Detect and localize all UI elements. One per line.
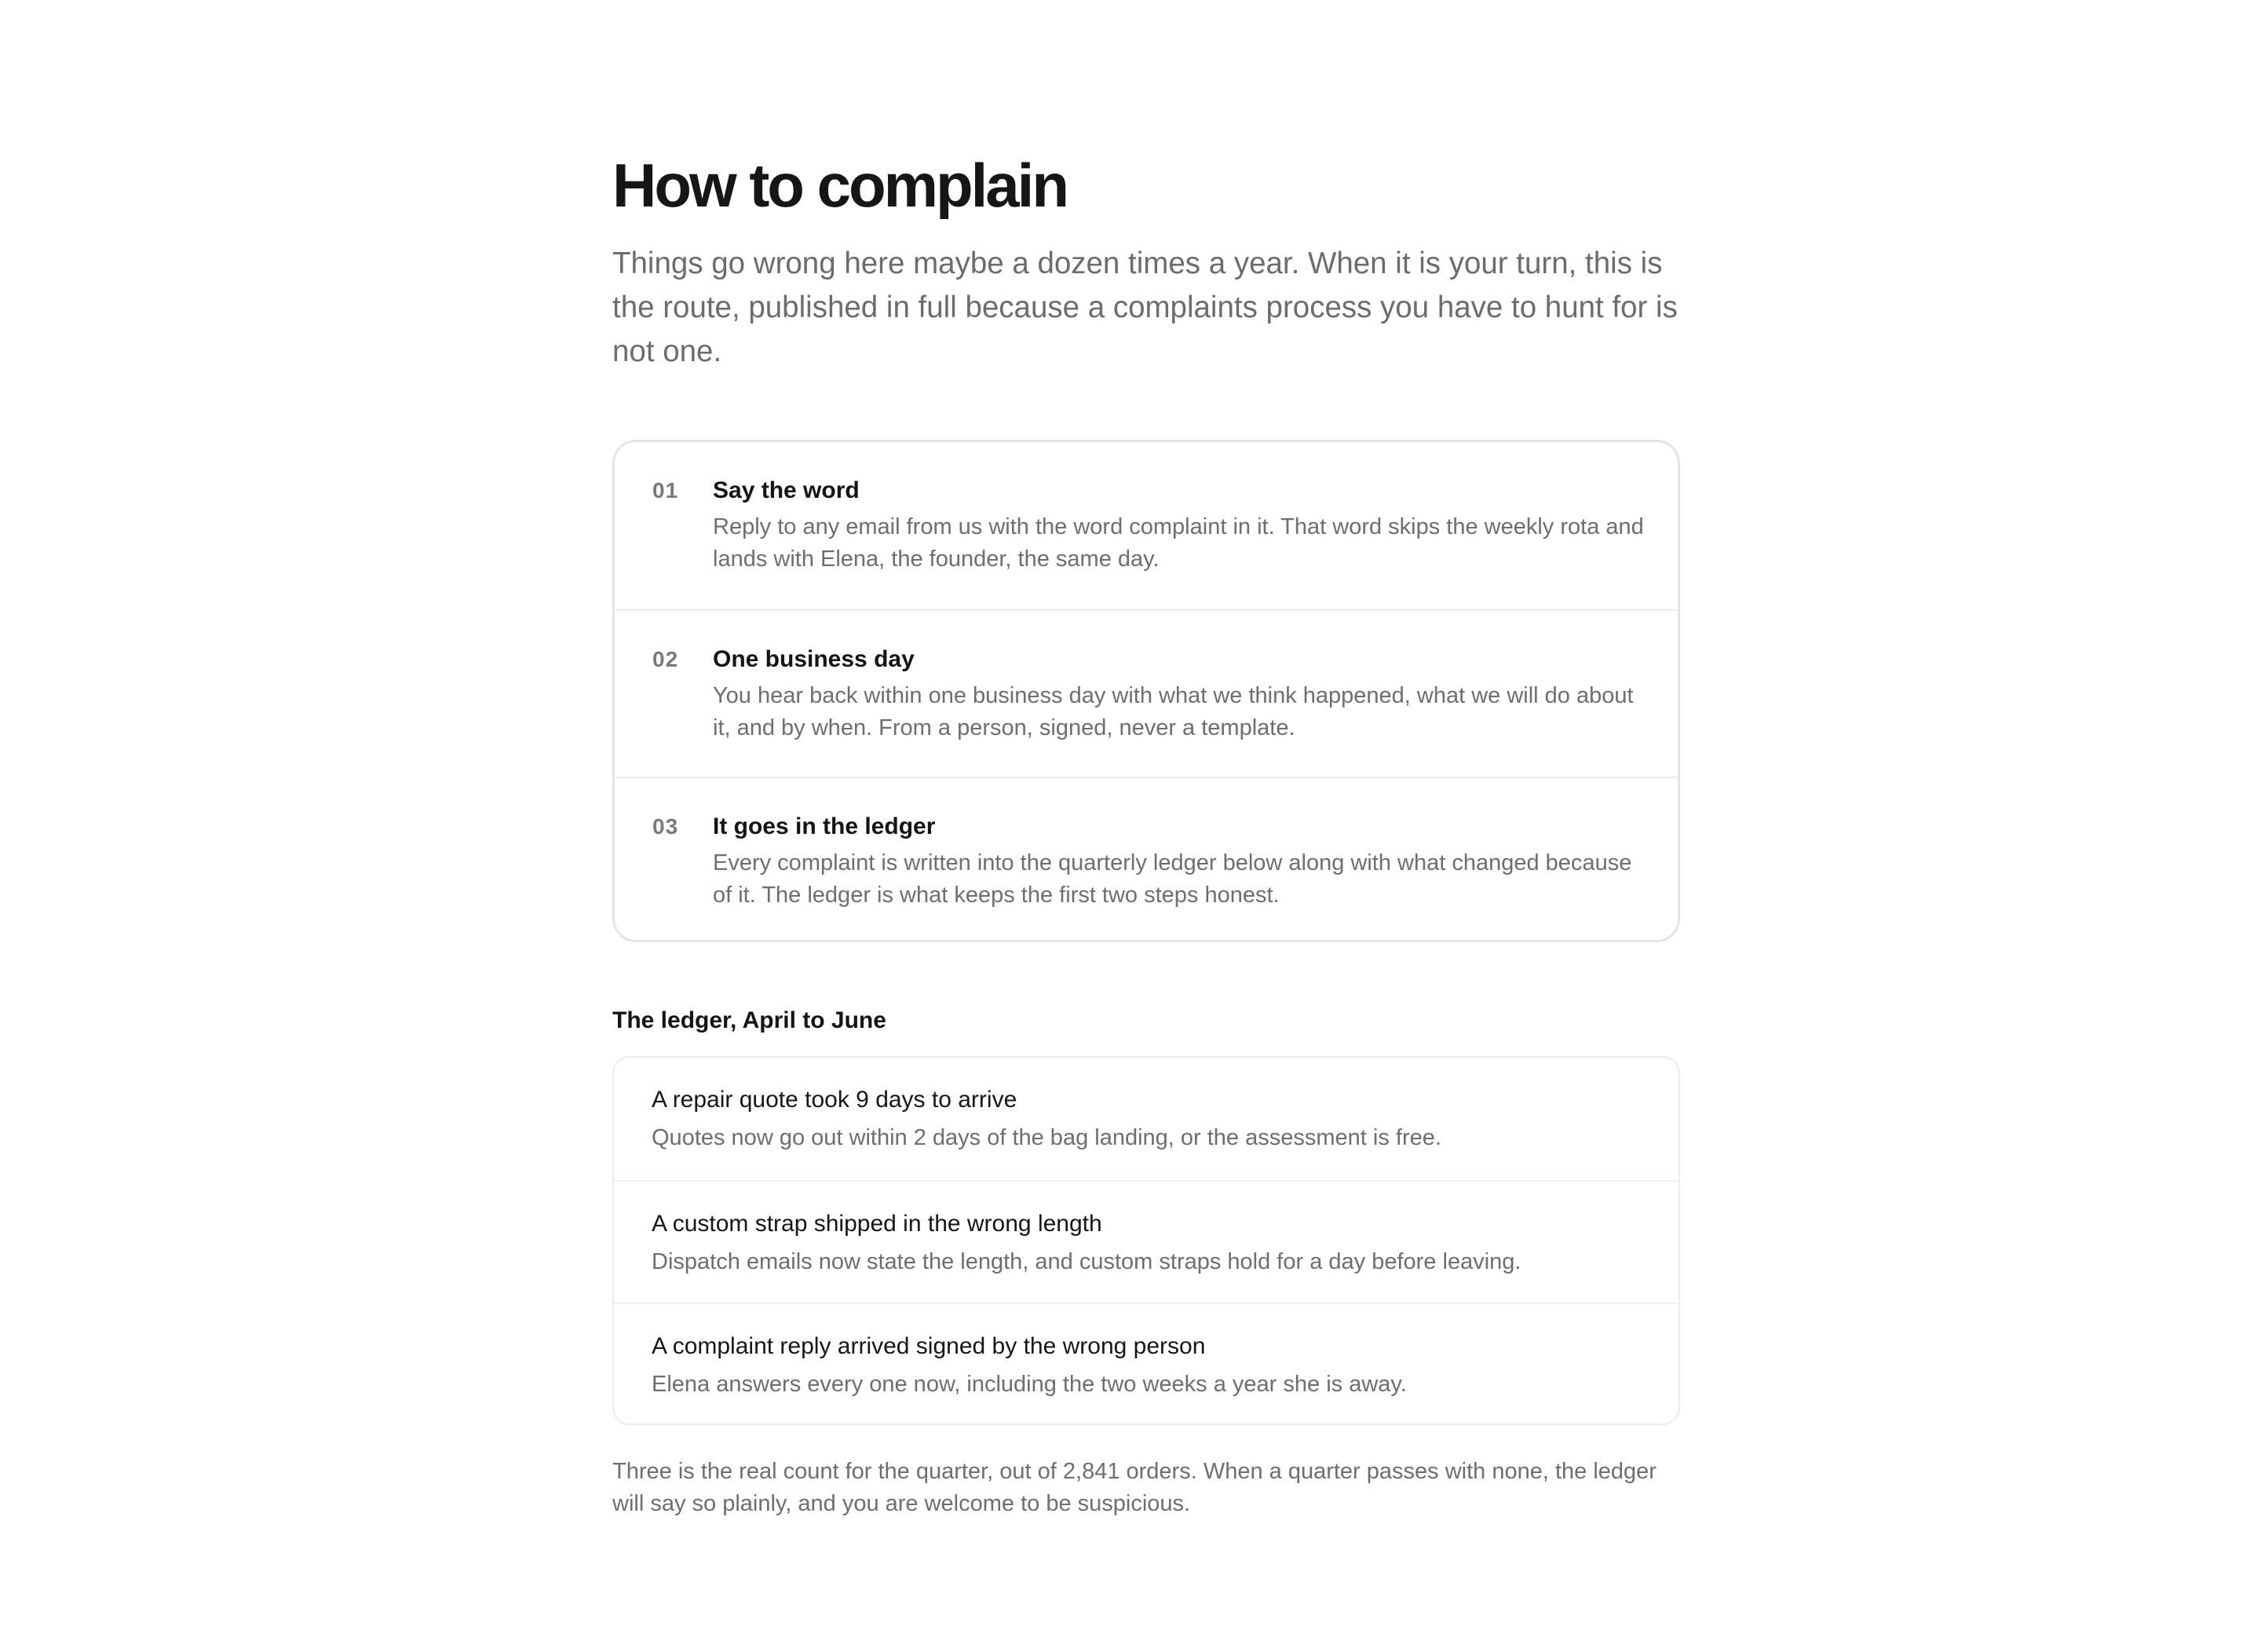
step-description: Reply to any email from us with the word complaint in it. That word skips the weekly rota and lands with Elena, the founder, the same day. [713, 514, 1644, 572]
step-description: You hear back within one business day with what we think happened, what we will do about it, and by when. From a person, signed, never a template. [713, 683, 1634, 740]
step-title: It goes in the ledger [713, 813, 936, 839]
step-item [615, 609, 1678, 777]
ledger-card [612, 1056, 1680, 1425]
step-title: Say the word [713, 477, 860, 503]
step-number: 01 [652, 478, 679, 503]
ledger-item-description: Quotes now go out within 2 days of the bag landing, or the assessment is free. [652, 1125, 1441, 1150]
ledger-item [614, 1303, 1678, 1425]
ledger-item-title: A repair quote took 9 days to arrive [652, 1087, 1017, 1113]
ledger-item-description: Dispatch emails now state the length, and custom straps hold for a day before leaving. [652, 1249, 1521, 1274]
ledger-heading: The ledger, April to June [612, 1007, 886, 1033]
ledger-item-title: A complaint reply arrived signed by the wrong person [652, 1333, 1206, 1359]
step-title: One business day [713, 646, 915, 672]
ledger-item [614, 1058, 1678, 1180]
step-description: Every complaint is written into the quarterly ledger below along with what changed because of it. The ledger is what keeps the first two steps honest. [713, 850, 1632, 908]
step-number: 03 [652, 814, 679, 839]
ledger-item [614, 1180, 1678, 1303]
ledger-footnote: Three is the real count for the quarter, out of 2,841 orders. When a quarter passes with none, the ledger will say so plainly, and you are welcome to be suspicious. [612, 1459, 1656, 1516]
complaint-steps-card [612, 440, 1680, 942]
step-item [615, 777, 1678, 942]
ledger-item-description: Elena answers every one now, including the two weeks a year she is away. [652, 1372, 1407, 1397]
intro-paragraph: Things go wrong here maybe a dozen times a year. When it is your turn, this is the route, published in full because a complaints process you have to hunt for is not one. [612, 247, 1678, 368]
step-number: 02 [652, 647, 679, 671]
step-item [615, 442, 1678, 609]
ledger-item-title: A custom strap shipped in the wrong length [652, 1211, 1102, 1237]
page-title: How to complain [612, 151, 1067, 220]
